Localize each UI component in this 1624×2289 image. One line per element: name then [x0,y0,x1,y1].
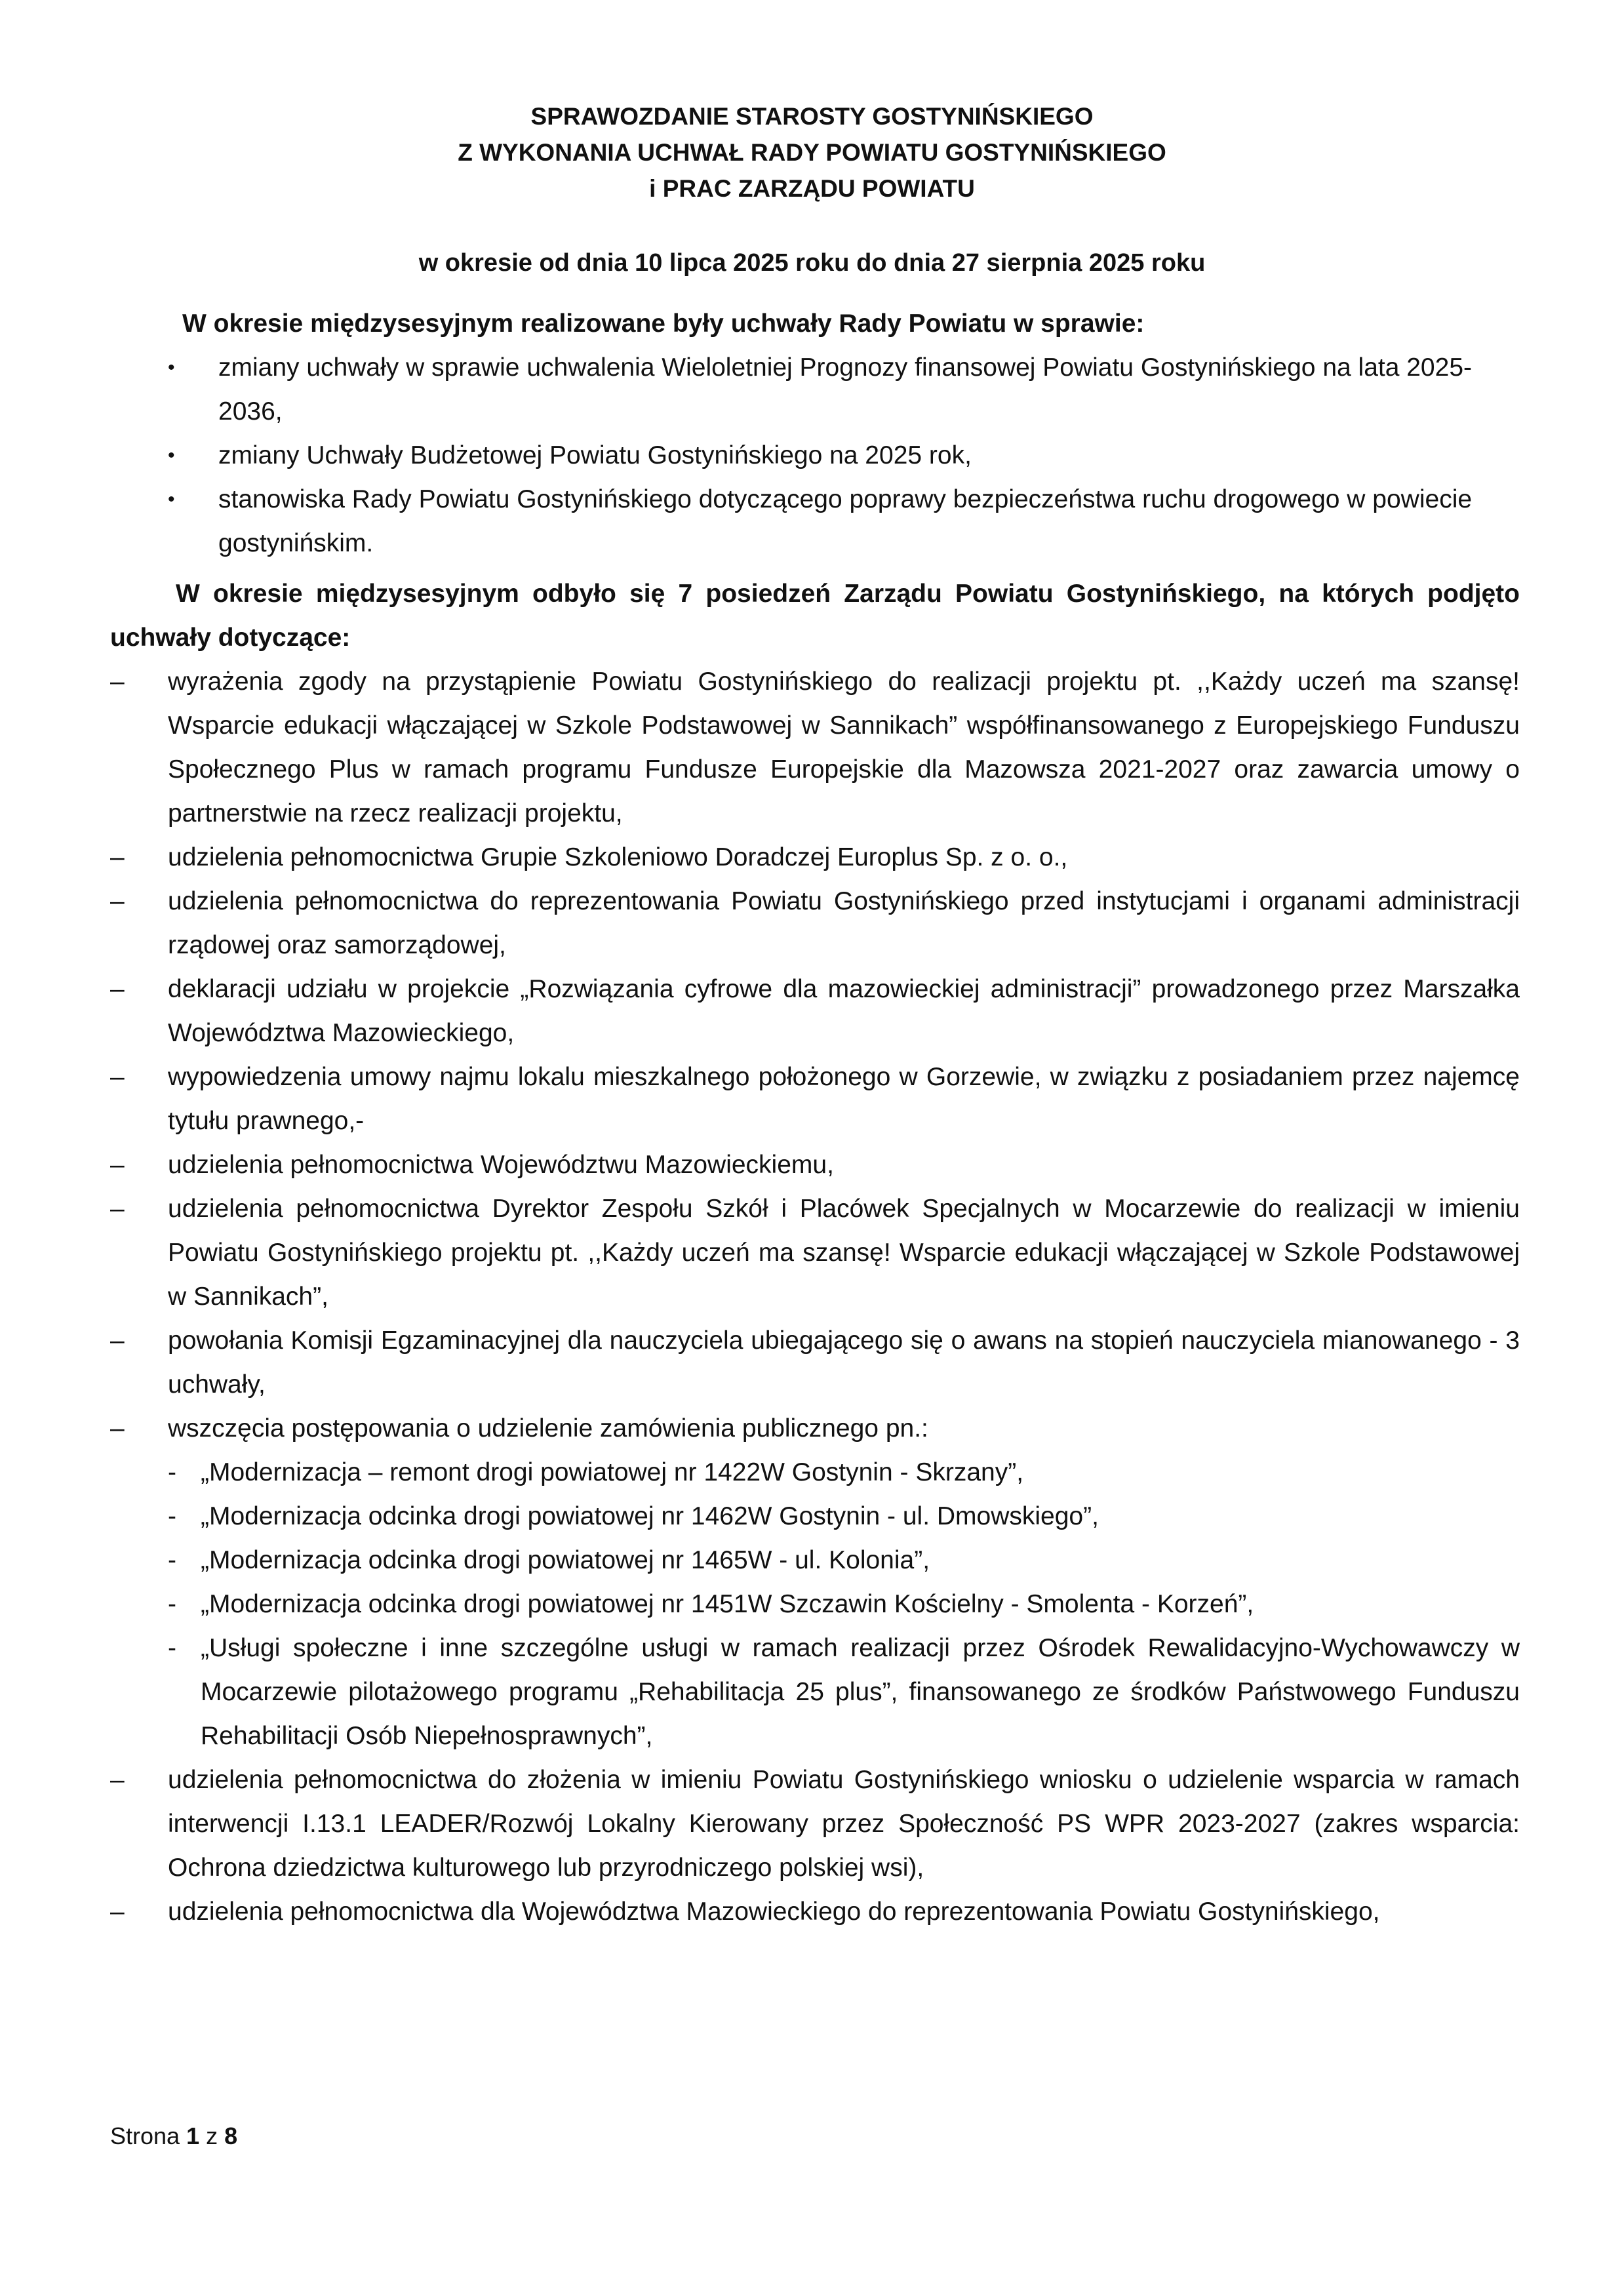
sub-dash-icon: - [168,1634,176,1662]
title-line-1: SPRAWOZDANIE STAROSTY GOSTYNIŃSKIEGO [530,103,1094,130]
dash-icon: – [110,843,125,871]
list-item: – deklaracji udziału w projekcie „Rozwiązania cyfrowe dla mazowieckiej administracji” prowadzonego przez Marszałka Województwa Mazowieckiego, [110,967,1520,1055]
dash-icon: – [110,1151,125,1179]
board-resolutions-intro: W okresie międzysesyjnym odbyło się 7 posiedzeń Zarządu Powiatu Gostynińskiego, na których podjęto uchwały dotyczące: [110,580,1520,652]
page-total: 8 [224,2122,238,2149]
dash-icon: – [110,887,125,915]
dash-icon: – [110,1063,125,1091]
bullet-icon: • [168,488,175,510]
list-item: – udzielenia pełnomocnictwa do złożenia w imieniu Powiatu Gostynińskiego wniosku o udzielenie wsparcia w ramach interwencji I.13.1 LEADER/Rozwój Lokalny Kierowany przez Społeczność PS WPR 2023-2027 (zakres wsparcia: Ochrona dziedzictwa kulturowego lub przyrodniczego polskiej wsi), [110,1758,1520,1890]
sub-list-item: - „Modernizacja – remont drogi powiatowej nr 1422W Gostynin - Skrzany”, [168,1450,1520,1494]
list-item: – udzielenia pełnomocnictwa Dyrektor Zespołu Szkół i Placówek Specjalnych w Mocarzewie do realizacji w imieniu Powiatu Gostynińskiego projektu pt. ,,Każdy uczeń ma szansę! Wsparcie edukacji włączającej w Szkole Podstawowej w Sannikach”, [110,1187,1520,1319]
dash-icon: – [110,667,125,696]
sub-dash-icon: - [168,1590,176,1618]
dash-icon: – [110,975,125,1003]
sub-dash-icon: - [168,1458,176,1486]
title-line-2: Z WYKONANIA UCHWAŁ RADY POWIATU GOSTYNIŃSKIEGO [458,139,1166,166]
dash-icon: – [110,1766,125,1794]
list-item: – udzielenia pełnomocnictwa do reprezentowania Powiatu Gostynińskiego przed instytucjami i organami administracji rządowej oraz samorządowej, [110,879,1520,967]
sub-list-item: - „Modernizacja odcinka drogi powiatowej nr 1465W - ul. Kolonia”, [168,1538,1520,1582]
sub-dash-icon: - [168,1502,176,1530]
page-sep: z [206,2122,218,2149]
sub-list-item: - „Modernizacja odcinka drogi powiatowej nr 1451W Szczawin Kościelny - Smolenta - Korzeń”, [168,1582,1520,1626]
list-item: – powołania Komisji Egzaminacyjnej dla nauczyciela ubiegającego się o awans na stopień nauczyciela mianowanego - 3 uchwały, [110,1319,1520,1406]
list-item: – udzielenia pełnomocnictwa Województwu Mazowieckiemu, [110,1143,1520,1187]
page-current: 1 [186,2122,200,2149]
list-item: – wyrażenia zgody na przystąpienie Powiatu Gostynińskiego do realizacji projektu pt. ,,Każdy uczeń ma szansę! Wsparcie edukacji włączającej w Szkole Podstawowej w Sannikach” współfinansowanego z Europejskiego Funduszu Społecznego Plus w ramach programu Fundusze Europejskie dla Mazowsza 2021-2027 oraz zawarcia umowy o partnerstwie na rzecz realizacji projektu, [110,660,1520,835]
title-line-3: i PRAC ZARZĄDU POWIATU [649,175,975,202]
bullet-icon: • [168,357,175,378]
procurement-list [168,1450,1520,1758]
page-number [110,2120,237,2153]
dash-icon: – [110,1195,125,1223]
sub-dash-icon: - [168,1546,176,1574]
council-resolutions-list [110,346,1520,565]
sub-list-item: - „Modernizacja odcinka drogi powiatowej nr 1462W Gostynin - ul. Dmowskiego”, [168,1494,1520,1538]
page-label: Strona [110,2122,180,2149]
list-item: • zmiany uchwały w sprawie uchwalenia Wieloletniej Prognozy finansowej Powiatu Gostynińskiego na lata 2025-2036, [110,346,1520,433]
list-item: – wypowiedzenia umowy najmu lokalu mieszkalnego położonego w Gorzewie, w związku z posiadaniem przez najemcę tytułu prawnego,- [110,1055,1520,1143]
list-item: – udzielenia pełnomocnictwa dla Województwa Mazowieckiego do reprezentowania Powiatu Gostynińskiego, [110,1890,1520,1934]
list-item: – udzielenia pełnomocnictwa Grupie Szkoleniowo Doradczej Europlus Sp. z o. o., [110,835,1520,879]
dash-icon: – [110,1326,125,1355]
board-resolutions-list [110,660,1520,1934]
list-item: • stanowiska Rady Powiatu Gostynińskiego dotyczącego poprawy bezpieczeństwa ruchu drogowego w powiecie gostynińskim. [110,477,1520,565]
document-body [110,302,1520,1934]
council-resolutions-intro: W okresie międzysesyjnym realizowane były uchwały Rady Powiatu w sprawie: [182,309,1145,338]
dash-icon: – [110,1898,125,1926]
report-period: w okresie od dnia 10 lipca 2025 roku do dnia 27 sierpnia 2025 roku [418,249,1206,277]
document-header [0,98,1624,207]
sub-list-item: - „Usługi społeczne i inne szczególne usługi w ramach realizacji przez Ośrodek Rewalidacyjno-Wychowawczy w Mocarzewie pilotażowego programu „Rehabilitacja 25 plus”, finansowanego ze środków Państwowego Funduszu Rehabilitacji Osób Niepełnosprawnych”, [168,1626,1520,1758]
dash-icon: – [110,1414,125,1443]
list-item: • zmiany Uchwały Budżetowej Powiatu Gostynińskiego na 2025 rok, [110,433,1520,477]
bullet-icon: • [168,445,175,466]
list-item: – wszczęcia postępowania o udzielenie zamówienia publicznego pn.: - „Modernizacja – remont drogi powiatowej nr 1422W Gostynin - Skrzany”, - „Modernizacja odcinka drogi powiatowej nr 1462W Gostynin - ul. Dmowskiego”, - „Modernizacja odcinka drogi powiatowej nr 1465W - ul. Kolonia”, - „Modernizacja odcinka drogi powiatowej nr 1451W Szczawin Kościelny - Smolenta - Korzeń”, - „Usługi społeczne i inne szczególne usługi w ramach realizacji przez Ośrodek Rewalidacyjno-Wychowawczy w Mocarzewie pilotażowego programu „Rehabilitacja 25 plus”, finansowanego ze środków Państwowego Funduszu Rehabilitacji Osób Niepełnosprawnych”, [110,1406,1520,1758]
